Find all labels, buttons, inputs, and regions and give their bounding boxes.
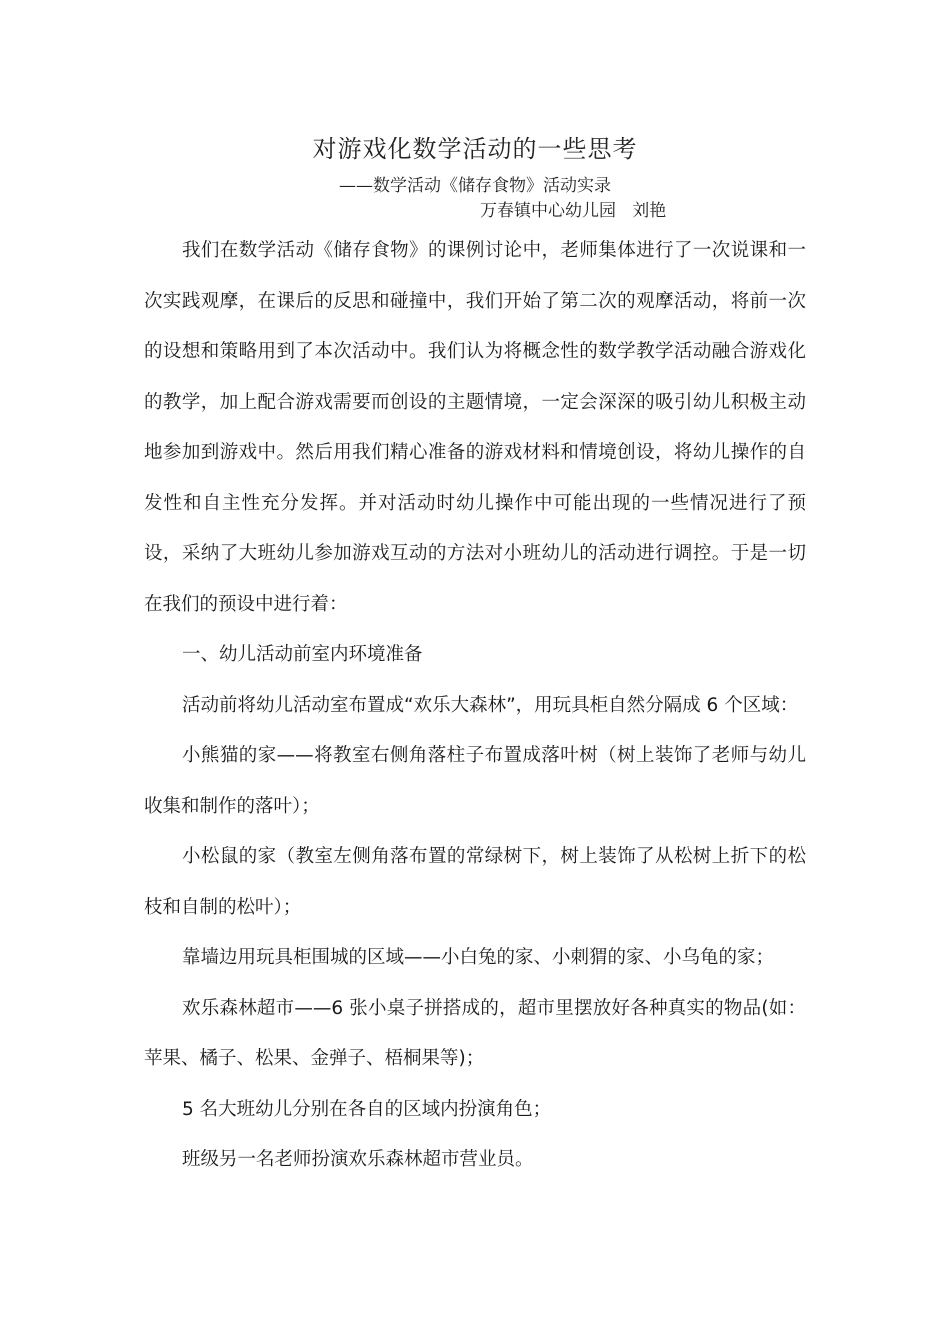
paragraph-teacher-role: 班级另一名老师扮演欢乐森林超市营业员。	[182, 1149, 534, 1170]
document-body	[144, 226, 806, 1186]
document-subtitle: ——数学活动《储存食物》活动实录	[339, 176, 611, 196]
paragraph-squirrel-home: 小松鼠的家（教室左侧角落布置的常绿树下，树上装饰了从松树上折下的松枝和自制的松叶）；	[144, 846, 806, 918]
author-line: 万春镇中心幼儿园 刘艳	[480, 201, 667, 221]
paragraph-setup: 活动前将幼儿活动室布置成“欢乐大森林”，用玩具柜自然分隔成 6 个区域：	[182, 694, 799, 716]
paragraph-forest-supermarket: 欢乐森林超市——6 张小桌子拼搭成的，超市里摆放好各种真实的物品(如：苹果、橘子、松果、金弹子、梧桐果等)；	[144, 997, 806, 1069]
paragraph-older-children: 5 名大班幼儿分别在各自的区域内扮演角色；	[182, 1098, 552, 1120]
document-title: 对游戏化数学活动的一些思考	[312, 135, 638, 163]
paragraph-wall-area: 靠墙边用玩具柜围城的区域——小白兔的家、小刺猬的家、小乌龟的家；	[182, 947, 775, 968]
section-heading: 一、幼儿活动前室内环境准备	[182, 644, 423, 665]
paragraph-panda-home: 小熊猫的家——将教室右侧角落柱子布置成落叶树（树上装饰了老师与幼儿收集和制作的落叶）；	[144, 745, 806, 817]
paragraph-intro: 我们在数学活动《储存食物》的课例讨论中，老师集体进行了一次说课和一次实践观摩，在课后的反思和碰撞中，我们开始了第二次的观摩活动，将前一次的设想和策略用到了本次活动中。我们认为将概念性的数学教学活动融合游戏化的教学，加上配合游戏需要而创设的主题情境，一定会深深的吸引幼儿积极主动地参加到游戏中。然后用我们精心准备的游戏材料和情境创设，将幼儿操作的自发性和自主性充分发挥。并对活动时幼儿操作中可能出现的一些情况进行了预设，采纳了大班幼儿参加游戏互动的方法对小班幼儿的活动进行调控。于是一切在我们的预设中进行着：	[144, 240, 806, 615]
